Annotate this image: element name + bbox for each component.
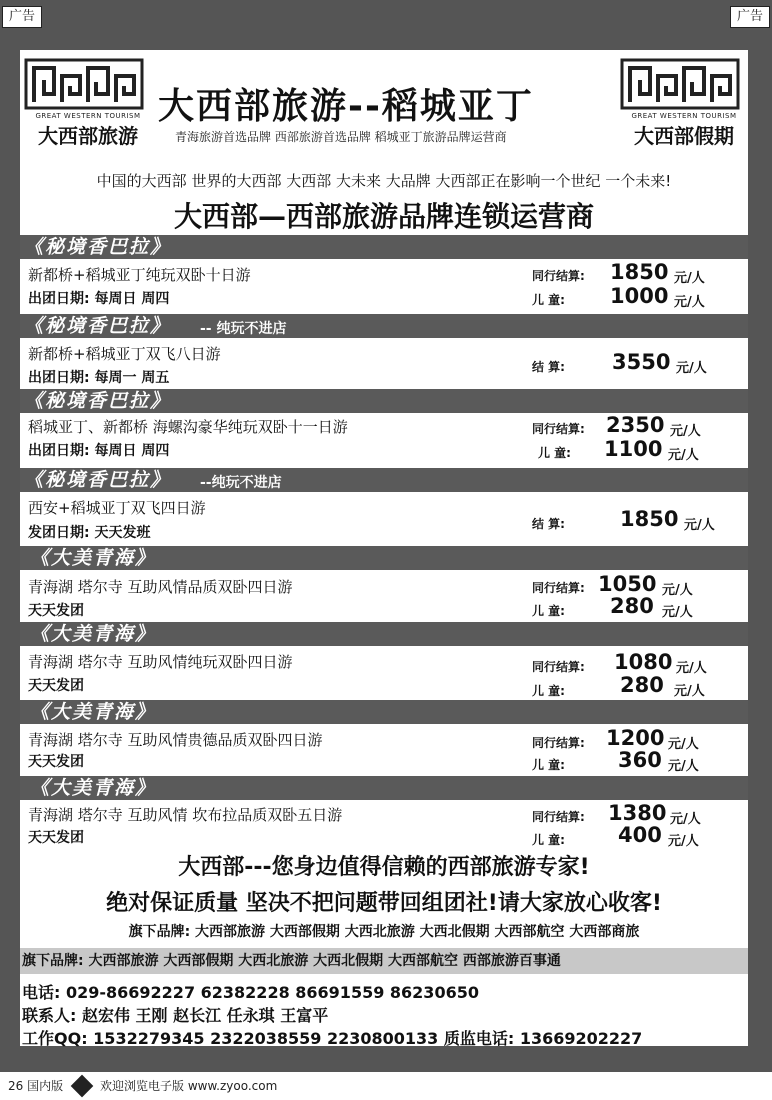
- tour-row: [20, 801, 748, 851]
- price-unit: 元/人: [676, 661, 707, 676]
- tour-date: 发团日期: 天天发班: [28, 525, 151, 541]
- brands-bar: [20, 948, 748, 974]
- child-price-unit: 元/人: [674, 684, 705, 699]
- price-unit: 元/人: [662, 583, 693, 598]
- price-unit: 元/人: [670, 424, 701, 439]
- price-value: 1080: [614, 650, 673, 674]
- category-label: 《秘境香巴拉》: [24, 315, 172, 337]
- tour-name: 青海湖 塔尔寺 互助风情纯玩双卧四日游: [28, 653, 293, 671]
- category-label: 《大美青海》: [30, 547, 157, 569]
- child-price-unit: 元/人: [674, 295, 705, 310]
- tour-name: 新都桥+稻城亚丁双飞八日游: [28, 345, 221, 363]
- logo-right-tagline: GREAT WESTERN TOURISM: [631, 112, 737, 120]
- price-label: 同行结算:: [532, 269, 585, 283]
- tour-name: 青海湖 塔尔寺 互助风情品质双卧四日游: [28, 578, 293, 596]
- page-footer: [0, 1072, 772, 1100]
- ad-tag-left: 广告: [2, 6, 42, 28]
- ad-tag-right: 广告: [730, 6, 770, 28]
- price-value: 3550: [612, 350, 671, 374]
- tour-name: 西安+稻城亚丁双飞四日游: [28, 499, 206, 517]
- big-title: 大西部—西部旅游品牌连锁运营商: [173, 200, 594, 233]
- child-price-value: 400: [618, 823, 662, 847]
- tour-name: 新都桥+稻城亚丁纯玩双卧十日游: [28, 266, 251, 284]
- child-price-label: 儿 童:: [538, 446, 571, 460]
- price-unit: 元/人: [668, 737, 699, 752]
- header-subtitle: 青海旅游首选品牌 西部旅游首选品牌 稻城亚丁旅游品牌运营商: [175, 130, 507, 144]
- contact-qq: 工作QQ: 1532279345 2322038559 2230800133 质监电话: 13669202227: [22, 1029, 643, 1048]
- tour-date: 出团日期: 每周日 周四: [28, 291, 170, 307]
- logo-left: [24, 58, 152, 148]
- price-value: 1850: [620, 507, 679, 531]
- child-price-value: 280: [620, 673, 664, 697]
- tour-row: [20, 725, 748, 775]
- price-unit: 元/人: [676, 361, 707, 376]
- tour-row: [20, 260, 748, 312]
- tour-name: 稻城亚丁、新都桥 海螺沟豪华纯玩双卧十一日游: [28, 418, 348, 436]
- tour-date: 出团日期: 每周日 周四: [28, 443, 170, 459]
- child-price-unit: 元/人: [668, 834, 699, 849]
- contact-people: 联系人: 赵宏伟 王刚 赵长江 任永琪 王富平: [22, 1006, 329, 1025]
- brands-line: 旗下品牌: 大西部旅游 大西部假期 大西北旅游 大西北假期 大西部航空 大西部商旅: [128, 924, 640, 940]
- child-price-unit: 元/人: [668, 448, 699, 463]
- child-price-label: 儿 童:: [532, 604, 565, 618]
- price-label: 同行结算:: [532, 422, 585, 436]
- category-band: [20, 546, 748, 570]
- price-value: 1050: [598, 572, 657, 596]
- page-number: 26 国内版: [8, 1079, 64, 1093]
- category-note: -- 纯玩不进店: [200, 321, 287, 337]
- category-label: 《大美青海》: [30, 777, 157, 799]
- child-price-value: 280: [610, 594, 654, 618]
- price-label: 同行结算:: [532, 736, 585, 750]
- child-price-label: 儿 童:: [532, 833, 565, 847]
- tour-date: 天天发团: [28, 603, 84, 619]
- price-value: 1380: [608, 801, 667, 825]
- logo-right: [620, 58, 748, 148]
- tour-row: [20, 572, 748, 622]
- child-price-label: 儿 童:: [532, 684, 565, 698]
- tour-row: [20, 413, 748, 465]
- price-label: 同行结算:: [532, 660, 585, 674]
- price-value: 1850: [610, 260, 669, 284]
- ad-panel: [20, 50, 748, 1046]
- price-unit: 元/人: [670, 812, 701, 827]
- price-unit: 元/人: [674, 271, 705, 286]
- child-price-label: 儿 童:: [532, 293, 565, 307]
- tour-row: [20, 339, 748, 389]
- tour-name: 青海湖 塔尔寺 互助风情贵德品质双卧四日游: [28, 731, 323, 749]
- category-band: [20, 700, 748, 724]
- child-price-value: 1100: [604, 437, 663, 461]
- category-band: [20, 235, 748, 259]
- motto-line-1: 大西部---您身边值得信赖的西部旅游专家!: [178, 855, 590, 880]
- category-band: [20, 776, 748, 800]
- child-price-unit: 元/人: [662, 605, 693, 620]
- tour-date: 出团日期: 每周一 周五: [28, 370, 170, 386]
- motto-line-2: 绝对保证质量 坚决不把问题带回组团社!请大家放心收客!: [106, 891, 662, 916]
- footer-link-text[interactable]: 欢迎浏览电子版 www.zyoo.com: [100, 1079, 278, 1093]
- child-price-value: 1000: [610, 284, 669, 308]
- price-value: 2350: [606, 413, 665, 437]
- child-price-value: 360: [618, 748, 662, 772]
- logo-right-mark: [620, 58, 740, 110]
- price-label: 同行结算:: [532, 810, 585, 824]
- category-label: 《大美青海》: [30, 701, 157, 723]
- price-unit: 元/人: [684, 518, 715, 533]
- category-band: [20, 622, 748, 646]
- child-price-unit: 元/人: [668, 759, 699, 774]
- logo-right-name: 大西部假期: [634, 124, 734, 148]
- slogan: 中国的大西部 世界的大西部 大西部 大未来 大品牌 大西部正在影响一个世纪 一个未来!: [96, 172, 672, 190]
- category-band: [20, 314, 748, 338]
- category-label: 《秘境香巴拉》: [24, 390, 172, 412]
- logo-left-name: 大西部旅游: [38, 124, 138, 148]
- price-label: 结 算:: [532, 360, 565, 374]
- logo-left-mark: [24, 58, 144, 110]
- page-title: 大西部旅游--稻城亚丁: [158, 86, 534, 127]
- category-label: 《秘境香巴拉》: [24, 469, 172, 491]
- price-label: 结 算:: [532, 517, 565, 531]
- category-note: --纯玩不进店: [200, 475, 282, 491]
- tour-date: 天天发团: [28, 754, 84, 770]
- contact-phone: 电话: 029-86692227 62382228 86691559 86230650: [22, 983, 479, 1002]
- category-band: [20, 468, 748, 492]
- tour-date: 天天发团: [28, 678, 84, 694]
- tour-date: 天天发团: [28, 830, 84, 846]
- category-label: 《秘境香巴拉》: [24, 236, 172, 258]
- price-value: 1200: [606, 726, 665, 750]
- tour-name: 青海湖 塔尔寺 互助风情 坎布拉品质双卧五日游: [28, 806, 343, 824]
- category-band: [20, 389, 748, 413]
- category-label: 《大美青海》: [30, 623, 157, 645]
- tour-row: [20, 647, 748, 699]
- logo-left-tagline: GREAT WESTERN TOURISM: [35, 112, 141, 120]
- price-label: 同行结算:: [532, 581, 585, 595]
- brands-bar-text: 旗下品牌: 大西部旅游 大西部假期 大西北旅游 大西北假期 大西部航空 西部旅游百事通: [22, 953, 561, 969]
- tour-row: [20, 493, 748, 545]
- seal-icon: [71, 1075, 94, 1098]
- child-price-label: 儿 童:: [532, 758, 565, 772]
